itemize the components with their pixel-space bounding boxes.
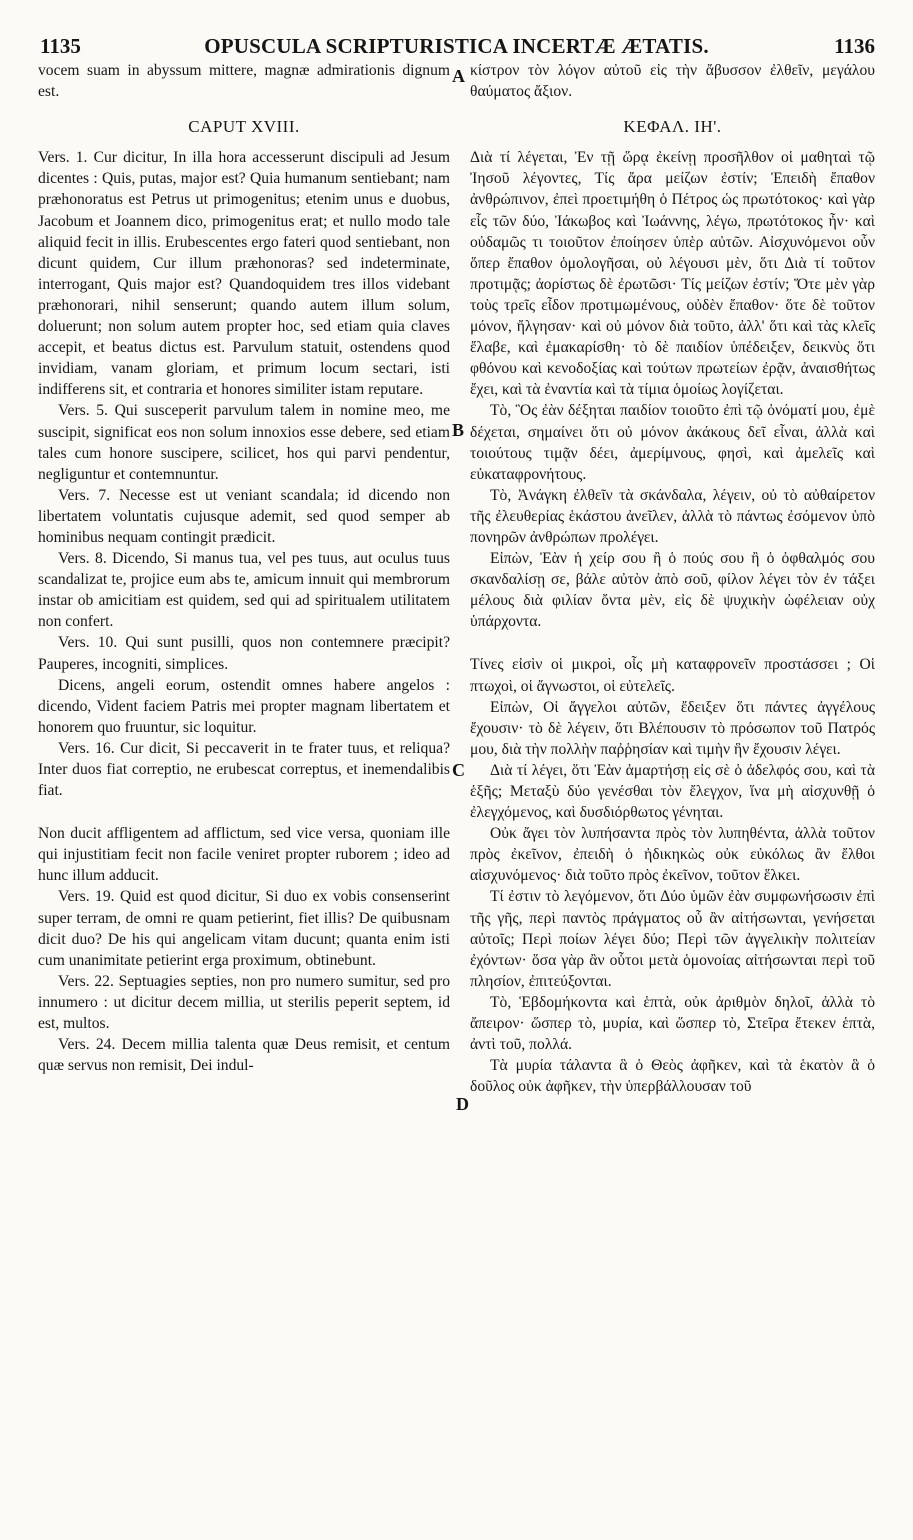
latin-intro: vocem suam in abyssum mittere, magnæ admirationis dignum est. bbox=[38, 62, 450, 101]
greek-paragraph: Διὰ τί λέγεται, Ἐν τῇ ὥρᾳ ἐκείνῃ προσῆλθον οἱ μαθηταὶ τῷ Ἰησοῦ λέγοντες, Τίς ἄρα μείζων ἐστίν; Ἐπειδὴ ἔπαθον ἀνθρώπινον, ἐπεὶ προετιμήθη ὁ Πέτρος ὡς πρωτότοκος· καὶ γὰρ εἷς τῶν δύο, Ἰάκωβος καὶ Ἰωάννης, λέγω, πρωτότοκος ἦν· καὶ οὐδαμῶς τι τοιοῦτον ἐποίησεν ὑπὲρ αὐτῶν. Αἰσχυνόμενοι οὖν ὅπερ ἔπαθον ὁμολογῆσαι, οὐ λέγουσι μὲν, ὅτι Διὰ τί τοῦτον προτιμᾷς; ἀορίστως δὲ ἐρωτῶσι· Τίς μείζων ἐστίν; Ὅτε μὲν γὰρ τοὺς τρεῖς εἶδον προτιμωμένους, οὐδὲν ἔπαθον· ὅτε δὲ τοῦτον μόνον, ἤλγησαν· καὶ οὐ μόνον διὰ τοῦτο, ἀλλ' ὅτι καὶ τὰς κλεῖς ἔλαβε, καὶ ἐμακαρίσθη· τὸ δὲ παιδίον ὑπέδειξεν, δεικνὺς ὅτι φθόνου καὶ κενοδοξίας καὶ τούτων πρωτείων ἐρᾷν, ἀναισθήτως ἔχει, καὶ τὰ ἐναντία καὶ τὰ τίμια ὁμοίως λογίζεται. bbox=[470, 149, 875, 399]
running-title: OPUSCULA SCRIPTURISTICA INCERTÆ ÆTATIS. bbox=[204, 34, 709, 58]
greek-paragraph: Εἰπὼν, Οἱ ἄγγελοι αὐτῶν, ἔδειξεν ὅτι πάντες ἀγγέλους ἔχουσιν· τὸ δὲ λέγειν, ὅτι Βλέπουσιν τὸ πρόσωπον τοῦ Πατρός μου, διὰ τὴν πολλὴν παῤῥησίαν καὶ τιμὴν ἣν ἔχουσιν λέγει. bbox=[470, 698, 875, 758]
page-number-right: 1136 bbox=[834, 34, 875, 58]
latin-paragraph: Vers. 22. Septuagies septies, non pro numero sumitur, sed pro innumero : ut dicitur decem millia, ut sterilis peperit septem, id est, multos. bbox=[38, 972, 450, 1033]
greek-paragraph: Οὐκ ἄγει τὸν λυπήσαντα πρὸς τὸν λυπηθέντα, ἀλλὰ τοῦτον πρὸς ἐκεῖνον, ἐπειδὴ ὁ ἠδικηκὼς οὐκ εὐκόλως ἂν ἔλθοι αἰσχυνόμενος· διὰ τοῦτο πρὸς ἐκεῖνον, τοῦτον ἕλκει. bbox=[470, 825, 875, 885]
margin-marker-c: C bbox=[452, 760, 465, 780]
latin-paragraph: Vers. 1. Cur dicitur, In illa hora accesserunt discipuli ad Jesum dicentes : Quis, putas, major est? Quia humanum sentiebant; nam præhonoratus est Petrus ut primogenitus; etenim unus e duobus, Jacobum et Joannem dico, primogenitus erat; et nullo modo tale aliquid fecit in illis. Erubescentes ergo fateri quod sentiebant, non dicunt quidem, Cur illum præhonoras? sed indeterminate, interrogant, Quis major est? Quandoquidem tres illos videbant præhonorari, nihil senserunt; quando autem illum solum, doluerunt; non solum autem propter hoc, sed etiam quia claves accepit, et beatus dictus est. Parvulum statuit, ostendens quod invidiam, vanam gloriam, et primum locum sectari, isti indifferens sit, et contraria et honores similiter istam reputare. bbox=[38, 149, 450, 399]
margin-marker-d: D bbox=[456, 1094, 469, 1114]
paragraph-gap bbox=[38, 801, 450, 823]
latin-chapter-heading: CAPUT XVIII. bbox=[188, 117, 300, 137]
margin-marker-b: B bbox=[452, 420, 465, 440]
greek-paragraph: Τίνες εἰσὶν οἱ μικροὶ, οἷς μὴ καταφρονεῖν προστάσσει ; Οἱ πτωχοὶ, οἱ ἄγνωστοι, οἱ εὐτελεῖς. bbox=[470, 656, 875, 695]
greek-paragraph: Εἰπὼν, Ἐὰν ἡ χείρ σου ἢ ὁ πούς σου ἢ ὁ ὀφθαλμός σου σκανδαλίσῃ σε, βάλε αὐτὸν ἀπὸ σοῦ, φίλον λέγει τὸν ἐν τάξει μέλους διὰ φιλίαν ὄντα μὲν, εἰς δὲ ψυχικὴν ὠφέλειαν οὐχ ὑπάρχοντα. bbox=[470, 550, 875, 631]
greek-paragraph: Τὸ, Ὃς ἐὰν δέξηται παιδίον τοιοῦτο ἐπὶ τῷ ὀνόματί μου, ἐμὲ δέχεται, σημαίνει ὅτι οὐ μόνον ἀκάκους δεῖ εἶναι, ἀλλὰ καὶ τοιούτους τιμᾷν δέει, ἀμερίμνους, φησὶ, καὶ ἀμελεῖς καὶ εὐκαταφρονήτους. bbox=[470, 402, 875, 483]
greek-paragraph: Τὸ, Ἑβδομήκοντα καὶ ἑπτὰ, οὐκ ἀριθμὸν δηλοῖ, ἀλλὰ τὸ ἄπειρον· ὥσπερ τὸ, μυρία, καὶ ὥσπερ τὸ, Στεῖρα ἔτεκεν ἑπτὰ, ἀντὶ τοῦ, πολλά. bbox=[470, 993, 875, 1054]
greek-paragraph: Τί ἐστιν τὸ λεγόμενον, ὅτι Δύο ὑμῶν ἐὰν συμφωνήσωσιν ἐπὶ τῆς γῆς, περὶ παντὸς πράγματος οὗ ἂν αἰτήσωνται, γενήσεται αὐτοῖς; Περὶ ποίων λέγει δύο; Περὶ τῶν ἀγγελικὴν πολιτείαν ἐχόντων· ὅσα γὰρ ἂν οὗτοι μετὰ ὁμονοίας αἰτήσωνται περὶ τοῦ πλησίον, ἐπιτεύξονται. bbox=[470, 888, 875, 990]
latin-paragraph: Vers. 7. Necesse est ut veniant scandala; id dicendo non libertatem voluntatis cujusque ademit, sed quod semper ab hominibus nequam contingit prædicit. bbox=[38, 486, 450, 546]
margin-marker-a: A bbox=[452, 66, 465, 86]
greek-intro: κίστρον τὸν λόγον αὐτοῦ εἰς τὴν ἄβυσσον ἐλθεῖν, μεγάλου θαύματος ἄξιον. bbox=[470, 62, 875, 101]
latin-paragraph: Non ducit affligentem ad afflictum, sed vice versa, quoniam ille qui injustitiam fecit non facile veniret propter ruborem ; ideo ad hunc illum adducit. bbox=[38, 825, 450, 885]
greek-chapter-heading: ΚΕΦΑΛ. ΙΗ'. bbox=[623, 117, 722, 137]
latin-paragraph: Vers. 8. Dicendo, Si manus tua, vel pes tuus, aut oculus tuus scandalizat te, projice eum abs te, amicum innuit qui membrorum instar ob amicitiam est quidem, sed qui ad spiritualem utilitatem non confert. bbox=[38, 550, 450, 631]
latin-paragraph: Vers. 10. Qui sunt pusilli, quos non contemnere præcipit? Pauperes, incogniti, simplices. bbox=[38, 634, 450, 673]
latin-paragraph: Vers. 24. Decem millia talenta quæ Deus remisit, et centum quæ servus non remisit, Dei indul- bbox=[38, 1036, 450, 1075]
latin-paragraph: Dicens, angeli eorum, ostendit omnes habere angelos : dicendo, Vident faciem Patris mei propter magnam libertatem et honorem quo fruuntur, sic loquitur. bbox=[38, 676, 450, 736]
latin-paragraph: Vers. 19. Quid est quod dicitur, Si duo ex vobis consenserint super terram, de omni re quam petierint, fiet illis? De quibusnam dicit duo? De his qui angelicam vitam ducunt; quanta enim isti cum unanimitate petierint erga proximum, obtinebunt. bbox=[38, 888, 450, 969]
greek-column bbox=[470, 60, 875, 1097]
paragraph-gap bbox=[470, 632, 875, 654]
greek-paragraph: Τὰ μυρία τάλαντα ἃ ὁ Θεὸς ἀφῆκεν, καὶ τὰ ἑκατὸν ἃ ὁ δοῦλος οὐκ ἀφῆκεν, τὴν ὑπερβάλλουσαν τοῦ bbox=[470, 1057, 875, 1096]
latin-paragraph: Vers. 16. Cur dicit, Si peccaverit in te frater tuus, et reliqua? Inter duos fiat correptio, ne erubescat correptus, et inemendalibis fiat. bbox=[38, 739, 450, 800]
latin-paragraph: Vers. 5. Qui susceperit parvulum talem in nomine meo, me suscipit, significat eos non solum innoxios esse debere, sed etiam tales cum honore suscipere, scilicet, hos qui parvi pendentur, negliguntur et contemnuntur. bbox=[38, 402, 450, 483]
greek-paragraph: Διὰ τί λέγει, ὅτι Ἐὰν ἁμαρτήσῃ εἰς σὲ ὁ ἀδελφός σου, καὶ τὰ ἑξῆς; Μεταξὺ δύο γενέσθαι τὸν ἔλεγχον, ἵνα μὴ αἰσχυνθῇ ὁ ἐλεγχόμενος, καὶ δυσδιόρθωτος γένηται. bbox=[470, 761, 875, 822]
page-number-left: 1135 bbox=[40, 34, 81, 58]
latin-column bbox=[38, 60, 450, 1076]
greek-paragraph: Τὸ, Ἀνάγκη ἐλθεῖν τὰ σκάνδαλα, λέγειν, οὐ τὸ αὐθαίρετον τῆς ἐλευθερίας ἑκάστου ἀνεῖλεν, ἀλλὰ τὸ πάντως ἐσόμενον ὑπὸ πονηρῶν ἀνθρώπων προλέγει. bbox=[470, 486, 875, 546]
